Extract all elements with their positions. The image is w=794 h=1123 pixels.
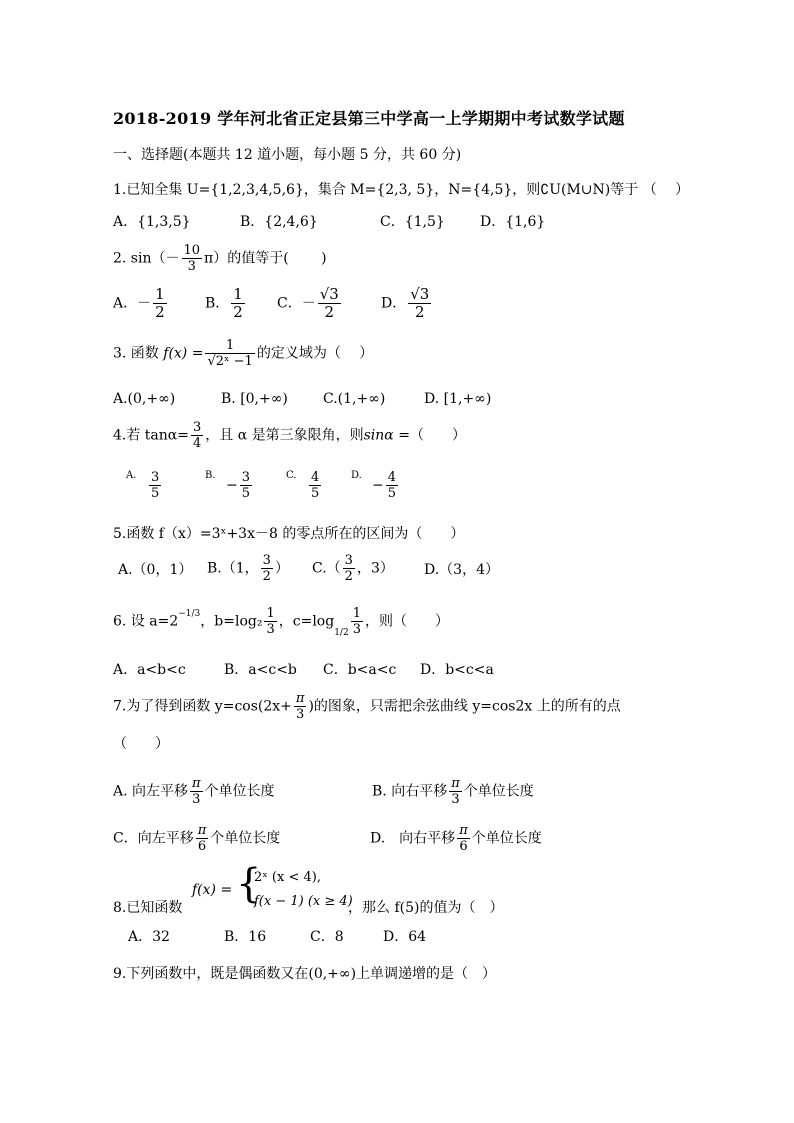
q2-b-den: 2 — [233, 303, 243, 321]
q3-option-a[interactable]: A.(0,+∞) — [113, 391, 176, 407]
q7-option-c[interactable] — [113, 823, 280, 854]
question-6-stem — [113, 606, 449, 637]
q8-pre: 8.已知函数 — [113, 900, 183, 916]
q5-c-den: 2 — [344, 569, 353, 584]
q4-option-a[interactable] — [147, 470, 163, 501]
q2-d-den: 2 — [408, 303, 431, 321]
q7-a-unit: 个单位长度 — [204, 783, 275, 800]
q7-b-den: 3 — [449, 791, 462, 807]
q8-case-1: 2ˣ (x < 4), — [254, 870, 321, 885]
q7-d-frac — [457, 823, 470, 854]
q4-option-a-label: A. — [126, 470, 137, 481]
q5-c-pre: C.（ — [312, 560, 341, 577]
q8-case-2: f(x − 1) (x ≥ 4) — [254, 894, 353, 909]
q6-b-frac — [264, 606, 276, 637]
q4-c-num: 4 — [311, 470, 320, 485]
q2-c-den: 2 — [318, 303, 341, 321]
q3-frac-num: 1 — [226, 338, 235, 353]
q4-a-frac — [149, 470, 161, 501]
q8-post: ，那么 f(5)的值为（ ） — [348, 900, 504, 916]
q7-c-unit: 个单位长度 — [210, 830, 281, 847]
q7-c-label: C．向左平移 — [113, 830, 194, 847]
q7-frac-num: π — [295, 691, 305, 706]
question-7-stem — [113, 691, 621, 722]
question-4-stem — [113, 420, 466, 451]
q4-d-num: 4 — [387, 470, 397, 485]
q6-option-c[interactable]: C．b<a<c — [323, 662, 397, 678]
question-9-stem: 9.下列函数中，既是偶函数又在(0,+∞)上单调递增的是（ ） — [113, 966, 497, 982]
q2-option-c[interactable] — [277, 286, 343, 321]
q1-option-d[interactable]: D．{1,6} — [480, 214, 546, 230]
q6-post: ，则（ ） — [364, 613, 449, 630]
q2-b-frac — [231, 286, 245, 321]
q7-frac — [294, 691, 307, 722]
q7-d-label: D. 向右平移 — [370, 830, 456, 847]
q7-pre: 7.为了得到函数 y=cos(2x+ — [113, 698, 292, 715]
q7-c-frac — [196, 823, 209, 854]
q6-c: ，c=log — [278, 613, 335, 630]
q3-option-c[interactable]: C.(1,+∞) — [323, 391, 386, 407]
q2-b-label: B． — [205, 295, 230, 312]
q7-d-unit: 个单位长度 — [471, 830, 542, 847]
q7-post: )的图象，只需把余弦曲线 y=cos2x 上的所有的点 — [308, 698, 621, 715]
q6-b: ，b=log₂ — [200, 613, 263, 630]
q4-b-minus: − — [226, 477, 238, 494]
q7-b-unit: 个单位长度 — [463, 783, 534, 800]
q7-a-label: A. 向左平移 — [113, 783, 189, 800]
q3-option-b[interactable]: B. [0,+∞) — [221, 391, 288, 407]
q4-c-den: 5 — [311, 486, 320, 501]
q4-fraction — [191, 420, 203, 451]
q2-d-label: D． — [381, 295, 407, 312]
q3-stem-pre: 3. 函数 — [113, 345, 159, 362]
q7-a-den: 3 — [190, 791, 203, 807]
q2-c-num: √3 — [319, 285, 339, 303]
q6-pre: 6. 设 a=2 — [113, 613, 179, 630]
q6-c-num: 1 — [352, 606, 361, 621]
q7-option-d[interactable] — [370, 823, 542, 854]
q4-b-num: 3 — [241, 470, 251, 485]
page-title: 2018-2019 学年河北省正定县第三中学高一上学期期中考试数学试题 — [113, 109, 625, 128]
q4-frac-num: 3 — [192, 420, 202, 435]
q3-stem-post: 的定义域为（ ） — [256, 345, 374, 362]
q6-b-num: 1 — [266, 606, 275, 621]
q5-c-post: ，3） — [356, 560, 394, 577]
q6-base: 1/2 — [334, 628, 349, 639]
q2-option-d[interactable] — [381, 286, 433, 321]
q3-option-d[interactable]: D. [1,+∞) — [424, 391, 492, 407]
q7-d-num: π — [459, 823, 468, 838]
q5-b-num: 3 — [262, 553, 271, 568]
q4-b-frac — [240, 470, 252, 501]
q4-sin: sinα = — [363, 427, 410, 444]
q2-frac-den: 3 — [182, 258, 203, 274]
q2-a-num: 1 — [155, 285, 165, 303]
q4-option-b-label: B. — [205, 470, 216, 481]
q2-c-label: C．－ — [277, 295, 316, 312]
q4-option-c-label: C. — [286, 470, 297, 481]
q4-stem-pre: 4.若 tanα= — [113, 427, 189, 444]
question-2-stem — [113, 243, 327, 274]
q6-c-frac — [351, 606, 363, 637]
q5-b-pre: B.（1， — [207, 560, 259, 577]
q5-c-num: 3 — [344, 553, 353, 568]
q2-a-frac — [153, 286, 167, 321]
q7-a-num: π — [192, 776, 201, 791]
q4-option-c[interactable] — [307, 470, 323, 501]
q8-brace: { — [236, 861, 262, 907]
q8-option-b[interactable]: B．16 — [224, 929, 267, 945]
q4-d-den: 5 — [387, 486, 397, 501]
q6-option-a[interactable]: A．a<b<c — [113, 662, 186, 678]
q4-c-frac — [309, 470, 321, 501]
q4-option-d[interactable] — [372, 470, 400, 501]
q7-b-label: B. 向右平移 — [372, 783, 448, 800]
section-heading: 一、选择题(本题共 12 道小题，每小题 5 分，共 60 分) — [113, 147, 462, 163]
q2-option-a[interactable] — [113, 286, 169, 321]
q7-c-den: 6 — [196, 838, 209, 854]
q5-option-b[interactable] — [207, 553, 289, 584]
q2-frac-num: 10 — [183, 243, 201, 258]
q7-d-den: 6 — [457, 838, 470, 854]
q2-a-label: A．－ — [113, 295, 152, 312]
q8-option-d[interactable]: D．64 — [383, 929, 427, 945]
q2-a-den: 2 — [155, 303, 165, 321]
q6-option-b[interactable]: B．a<c<b — [224, 662, 297, 678]
question-1-stem: 1.已知全集 U={1,2,3,4,5,6}，集合 M={2,3, 5}，N={4,5}，则∁U(M∪N)等于 （ ） — [113, 182, 690, 198]
question-5-stem: 5.函数 f（x）=3ˣ+3x－8 的零点所在的区间为（ ） — [113, 526, 465, 542]
q2-fraction — [182, 243, 203, 274]
q7-b-frac — [449, 776, 462, 807]
q5-option-a[interactable]: A.（0，1） — [118, 562, 193, 578]
q6-c-den: 3 — [352, 622, 361, 637]
q5-c-frac — [343, 553, 355, 584]
q5-b-post: ） — [274, 560, 289, 577]
q1-option-a[interactable]: A．{1,3,5} — [113, 214, 191, 230]
q7-b-num: π — [451, 776, 460, 791]
q2-option-b[interactable] — [205, 286, 247, 321]
q8-option-a[interactable]: A．32 — [128, 929, 170, 945]
q6-b-den: 3 — [266, 622, 275, 637]
q2-stem-post: π）的值等于( ) — [204, 250, 327, 267]
q2-stem-pre: 2. sin（－ — [113, 250, 180, 267]
q7-frac-den: 3 — [294, 706, 307, 722]
q2-c-frac — [318, 286, 341, 321]
q5-b-den: 2 — [262, 569, 271, 584]
q1-option-b[interactable]: B．{2,4,6} — [240, 214, 318, 230]
q4-d-minus: − — [372, 477, 384, 494]
q7-c-num: π — [197, 823, 207, 838]
q4-option-b[interactable] — [226, 470, 254, 501]
q5-option-d[interactable]: D.（3，4） — [424, 562, 499, 578]
q7-paren: （ ） — [113, 736, 169, 752]
q2-b-num: 1 — [233, 285, 243, 303]
q1-option-c[interactable]: C．{1,5} — [380, 214, 445, 230]
q4-a-den: 5 — [151, 486, 160, 501]
q4-frac-den: 4 — [192, 436, 202, 451]
q2-d-frac — [408, 286, 431, 321]
q4-b-den: 5 — [241, 486, 251, 501]
q3-fx: f(x) = — [163, 345, 204, 362]
q6-option-d[interactable]: D．b<c<a — [420, 662, 494, 678]
q8-fx: f(x) = — [192, 882, 233, 898]
question-3-stem — [113, 338, 373, 369]
q4-d-frac — [386, 470, 398, 501]
q4-a-num: 3 — [151, 470, 160, 485]
q3-fraction — [205, 338, 254, 369]
q4-stem-mid: ，且 α 是第三象限角，则 — [205, 427, 364, 444]
q3-frac-den: √2ˣ −1 — [207, 354, 253, 369]
q2-d-num: √3 — [410, 285, 430, 303]
q7-option-a[interactable] — [113, 776, 275, 807]
q8-option-c[interactable]: C．8 — [310, 929, 344, 945]
q6-exp: −1/3 — [178, 608, 201, 619]
q4-option-d-label: D. — [351, 470, 362, 481]
q7-a-frac — [190, 776, 203, 807]
q5-option-c[interactable] — [312, 553, 394, 584]
q7-option-b[interactable] — [372, 776, 534, 807]
q5-b-frac — [261, 553, 273, 584]
q4-stem-post: （ ） — [409, 427, 466, 444]
